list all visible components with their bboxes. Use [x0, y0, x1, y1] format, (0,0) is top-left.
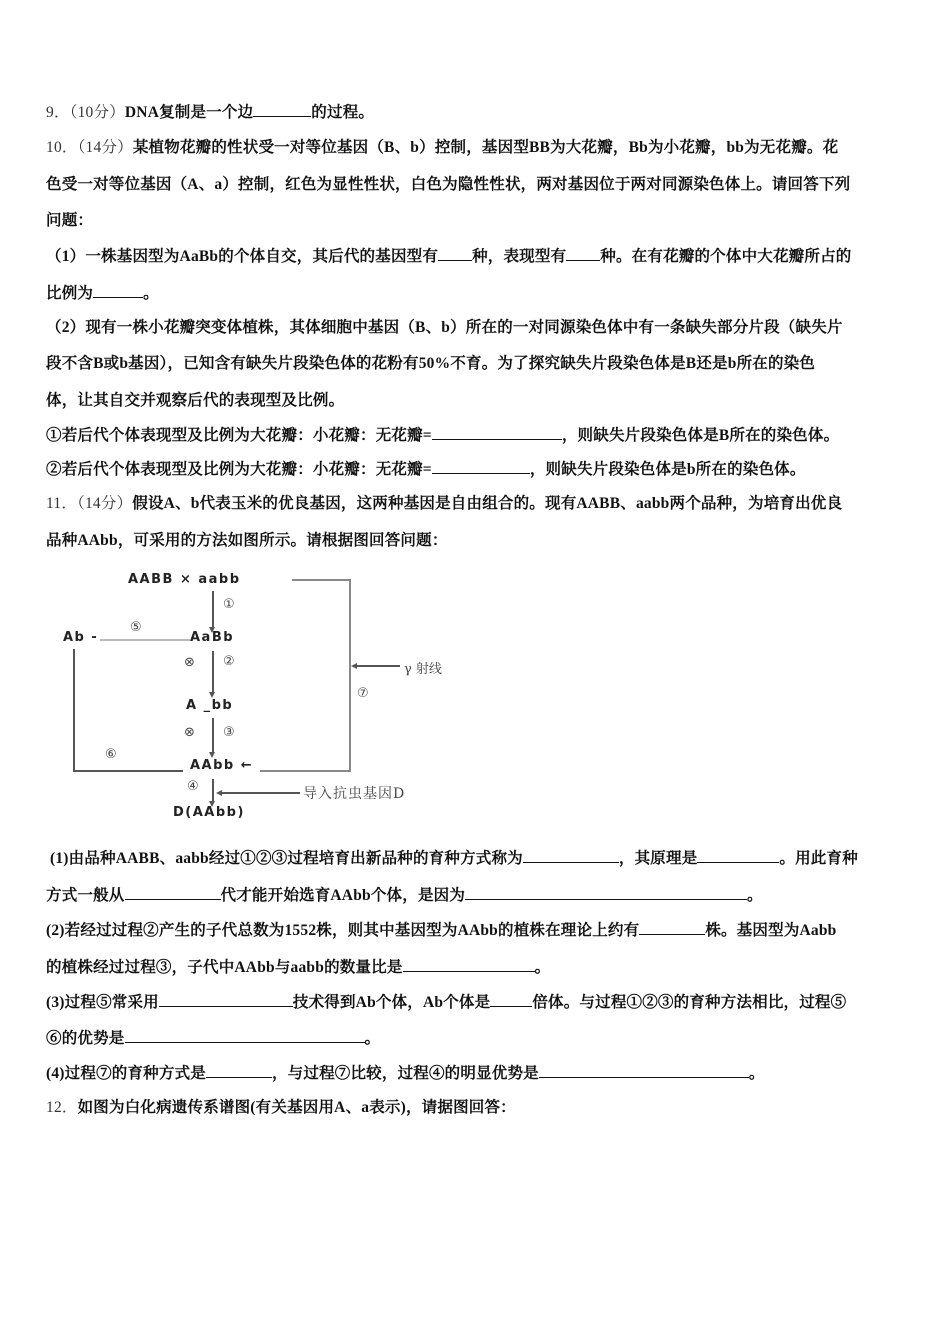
self-cross-icon: ⊗	[184, 725, 195, 740]
question-text: 某植物花瓣的性状受一对等位基因（B、b）控制，基因型BB为大花瓣，Bb为小花瓣，bb为无花瓣。花	[132, 139, 839, 156]
answer-blank[interactable]	[206, 1063, 272, 1078]
text: 。	[748, 1065, 765, 1082]
arrow-line	[355, 665, 400, 667]
answer-blank[interactable]	[253, 102, 311, 117]
question-text: DNA复制是一个边	[124, 104, 254, 121]
answer-blank[interactable]	[566, 246, 600, 261]
arrow-line	[212, 779, 214, 803]
text: 方式一般从	[46, 887, 125, 904]
self-cross-icon: ⊗	[184, 655, 195, 670]
step-2-label: ②	[223, 654, 235, 669]
step-5-label: ⑤	[130, 620, 142, 635]
question-number: 11．（14分）	[46, 495, 133, 512]
text: (2)若经过过程②产生的子代总数为1552株，则其中基因型为AAbb的植株在理论上约有	[46, 922, 640, 939]
arrow-line	[212, 591, 214, 629]
text: ①若后代个体表现型及比例为大花瓣：小花瓣：无花瓣=	[46, 427, 432, 444]
text: 种。在有花瓣的个体中大花瓣所占的	[600, 248, 852, 265]
text: 的植株经过过程③，子代中AAbb与aabb的数量比是	[46, 959, 403, 976]
question-10-line3: 问题：	[46, 212, 94, 229]
step-4-label: ④	[187, 779, 199, 794]
text: ②若后代个体表现型及比例为大花瓣：小花瓣：无花瓣=	[46, 461, 432, 478]
arrow-line	[100, 639, 190, 641]
final-genotype: D(AAbb)	[173, 805, 245, 820]
text: 。	[364, 1030, 381, 1047]
path-line	[349, 579, 351, 772]
q11-sub2-line2	[46, 957, 906, 978]
answer-blank[interactable]	[93, 283, 143, 298]
f1-genotype: AaBb	[190, 630, 235, 645]
path-line	[73, 649, 75, 772]
q10-option1	[46, 425, 906, 446]
arrow-left-icon	[216, 790, 222, 796]
text: ，其原理是	[618, 850, 698, 867]
text: 。	[143, 285, 159, 302]
text: (4)过程⑦的育种方式是	[46, 1065, 206, 1082]
answer-blank[interactable]	[639, 920, 705, 935]
q10-part1-line2	[46, 283, 906, 304]
q11-sub3-line1	[46, 992, 906, 1013]
text: 。	[747, 887, 763, 904]
answer-blank[interactable]	[159, 992, 293, 1007]
text: 株。基因型为Aabb	[705, 922, 837, 939]
answer-blank[interactable]	[125, 885, 221, 900]
question-text: 假设A、b代表玉米的优良基因，这两种基因是自由组合的。现有AABB、aabb两个品种，为培育出优良	[132, 495, 843, 512]
step-3-label: ③	[223, 725, 235, 740]
arrow-left-icon	[351, 663, 357, 669]
question-text: 的过程。	[311, 104, 375, 121]
q11-sub3-line2	[46, 1028, 906, 1049]
aabb-target: AAbb ←	[190, 758, 254, 773]
answer-blank[interactable]	[403, 957, 535, 972]
text: ⑥的优势是	[46, 1030, 125, 1047]
path-line	[260, 770, 350, 772]
q10-part2-line1: （2）现有一株小花瓣突变体植株，其体细胞中基因（B、b）所在的一对同源染色体中有一条缺失部分片段（缺失片	[46, 319, 843, 336]
question-number: 10．（14分）	[46, 139, 133, 156]
q10-part2-line2: 段不含B或b基因），已知含有缺失片段染色体的花粉有50%不育。为了探究缺失片段染色体是B还是b所在的染色	[46, 355, 816, 372]
text: （1）一株基因型为AaBb的个体自交，其后代的基因型有	[46, 248, 439, 265]
answer-blank[interactable]	[438, 246, 472, 261]
text: 。用此育种	[779, 850, 858, 867]
q10-part1	[46, 246, 906, 267]
path-line	[73, 770, 183, 772]
text: 倍体。与过程①②③的育种方法相比，过程⑤	[532, 994, 847, 1011]
text: 。	[534, 959, 551, 976]
text: 技术得到Ab个体，Ab个体是	[292, 994, 491, 1011]
text: (3)过程⑤常采用	[46, 994, 159, 1011]
gamma-ray-label: γ 射线	[404, 662, 442, 677]
step-6-label: ⑥	[105, 747, 117, 762]
text: ，与过程⑦比较，过程④的明显优势是	[271, 1065, 539, 1082]
question-9	[46, 102, 906, 123]
text: 种，表现型有	[472, 248, 567, 265]
question-10-line2: 色受一对等位基因（A、a）控制，红色为显性性状，白色为隐性性状，两对基因位于两对同源染色体上。请回答下列	[46, 176, 851, 193]
question-11	[46, 494, 906, 514]
answer-blank[interactable]	[432, 425, 562, 440]
question-number: 9．（10分）	[46, 104, 125, 121]
answer-blank[interactable]	[523, 848, 619, 863]
q10-part2-line3: 体，让其自交并观察后代的表现型及比例。	[46, 392, 345, 409]
question-12	[46, 1098, 906, 1118]
arrow-line	[212, 718, 214, 754]
text: ，则缺失片段染色体是B所在的染色体。	[561, 427, 840, 444]
question-11-line2: 品种AAbb，可采用的方法如图所示。请根据图回答问题：	[46, 532, 448, 549]
step-1-label: ①	[223, 597, 235, 612]
q10-option2	[46, 459, 906, 480]
insert-gene-label: 导入抗虫基因D	[303, 786, 406, 802]
q11-sub4	[46, 1063, 906, 1084]
answer-blank[interactable]	[490, 992, 532, 1007]
text: ，则缺失片段染色体是b所在的染色体。	[529, 461, 806, 478]
answer-blank[interactable]	[539, 1063, 749, 1078]
parents-cross: AABB × aabb	[128, 572, 241, 587]
path-line	[292, 579, 350, 581]
question-number: 12．	[46, 1099, 78, 1116]
answer-blank[interactable]	[125, 1028, 365, 1043]
step-7-label: ⑦	[357, 686, 369, 701]
text: 比例为	[46, 285, 94, 302]
a-bb-genotype: A _bb	[186, 698, 234, 713]
text: (1)由品种AABB、aabb经过①②③过程培育出新品种的育种方式称为	[50, 850, 523, 867]
text: 代才能开始选育AAbb个体，是因为	[220, 887, 466, 904]
q11-sub2-line1	[46, 920, 906, 941]
question-10	[46, 138, 906, 158]
answer-blank[interactable]	[432, 459, 530, 474]
q11-sub1-line2	[46, 885, 906, 906]
answer-blank[interactable]	[465, 885, 747, 900]
q11-sub1-line1	[50, 848, 910, 869]
ab-haploid: Ab -	[63, 630, 99, 645]
arrow-line	[212, 651, 214, 693]
breeding-diagram	[60, 565, 480, 825]
arrow-line	[220, 792, 300, 794]
question-text: 如图为白化病遗传系谱图(有关基因用A、a表示)，请据图回答：	[77, 1099, 516, 1116]
answer-blank[interactable]	[697, 848, 779, 863]
